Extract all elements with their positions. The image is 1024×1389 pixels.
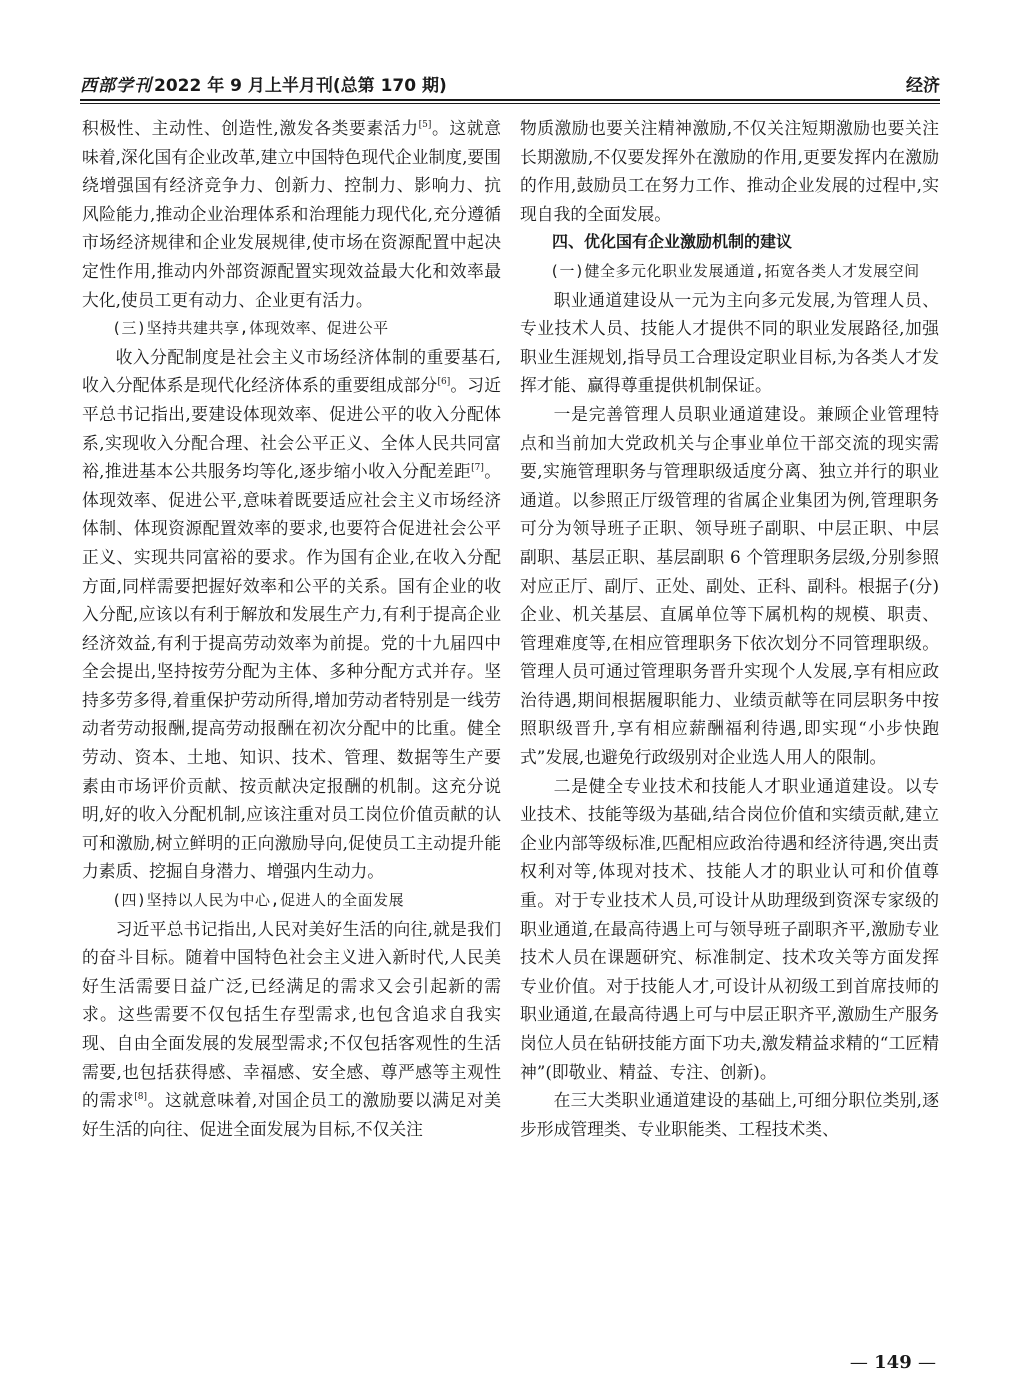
paragraph-text: 。这就意味着,对国企员工的激励要以满足对美好生活的向往、促进全面发展为目标,不仅关注	[82, 1090, 501, 1139]
header-rule-thin	[80, 103, 940, 104]
paragraph	[82, 343, 501, 886]
right-column	[520, 114, 939, 1143]
paragraph-text: 。这就意味着,深化国有企业改革,建立中国特色现代企业制度,要围绕增强国有经济竞争力、创新力、控制力、影响力、抗风险能力,推动企业治理体系和治理能力现代化,充分遵循市场经济规律和企业发展规律,使市场在资源配置中起决定性作用,推动内外部资源配置实现效益最大化和效率最大化,使员工更有动力、企业更有活力。	[82, 118, 501, 310]
paragraph: 在三大类职业通道建设的基础上,可细分职位类别,逐步形成管理类、专业职能类、工程技术类、	[520, 1090, 939, 1139]
subsection-heading: (三)坚持共建共享,体现效率、促进公平	[112, 319, 389, 338]
paragraph	[82, 915, 501, 1144]
paragraph: 一是完善管理人员职业通道建设。兼顾企业管理特点和当前加大党政机关与企事业单位干部交流的现实需要,实施管理职务与管理职级适度分离、独立并行的职业通道。以参照正厅级管理的省属企业集团为例,管理职务可分为领导班子正职、领导班子副职、中层正职、中层副职、基层正职、基层副职 6 个管理职务层级,分别参照对应正厅、副厅、正处、副处、正科、副科。根据子(分)企业、机关基层、直属单位等下属机构的规模、职责、管理难度等,在相应管理职务下依次划分不同管理职级。管理人员可通过管理职务晋升实现个人发展,享有相应政治待遇,期间根据履职能力、业绩贡献等在同层职务中按照职级晋升,享有相应薪酬福利待遇,即实现“小步快跑式”发展,也避免行政级别对企业选人用人的限制。	[520, 403, 939, 768]
footer-dash: —	[849, 1352, 868, 1373]
citation: [7]	[471, 463, 484, 474]
citation: [5]	[418, 120, 432, 130]
paragraph: 物质激励也要关注精神激励,不仅关注短期激励也要关注长期激励,不仅要发挥外在激励的作用,更要发挥内在激励的作用,鼓励员工在努力工作、推动企业发展的过程中,实现自我的全面发展。	[520, 118, 939, 224]
left-column	[82, 114, 501, 1143]
subsection-heading: (一)健全多元化职业发展通道,拓宽各类人才发展空间	[550, 261, 920, 280]
paragraph: 二是健全专业技术和技能人才职业通道建设。以专业技术、技能等级为基础,结合岗位价值和实绩贡献,建立企业内部等级标准,匹配相应政治待遇和经济待遇,突出责权利对等,体现对技术、技能人才的职业认可和价值尊重。对于专业技术人员,可设计从助理级到资深专家级的职业通道,在最高待遇上可与领导班子副职齐平,激励专业技术人员在课题研究、标准制定、技术攻关等方面发挥专业价值。对于技能人才,可设计从初级工到首席技师的职业通道,在最高待遇上可与中层正职齐平,激励生产服务岗位人员在钻研技能方面下功夫,激发精益求精的“工匠精神”(即敬业、精益、专注、创新)。	[520, 775, 939, 1082]
page-footer	[850, 1352, 936, 1373]
section-label: 经济	[906, 76, 940, 96]
footer-dash: —	[918, 1352, 936, 1373]
paragraph	[82, 114, 501, 314]
paragraph-text: 习近平总书记指出,人民对美好生活的向往,就是我们的奋斗目标。随着中国特色社会主义进入新时代,人民美好生活需要日益广泛,已经满足的需求又会引起新的需求。这些需要不仅包括生存型需求,也包含追求自我实现、自由全面发展的发展型需求;不仅包括客观性的生活需要,也包括获得感、幸福感、安全感、尊严感等主观性的需求	[82, 918, 501, 1111]
journal-name: 西部学刊	[80, 76, 152, 96]
citation: [6]	[437, 377, 451, 388]
paragraph-text: 。体现效率、促进公平,意味着既要适应社会主义市场经济体制、体现资源配置效率的要求,也要符合促进社会公平正义、实现共同富裕的要求。作为国有企业,在收入分配方面,同样需要把握好效率和公平的关系。国有企业的收入分配,应该以有利于解放和发展生产力,有利于提高企业经济效益,有利于提高劳动效率为前提。党的十九届四中全会提出,坚持按劳分配为主体、多种分配方式并存。坚持多劳多得,着重保护劳动所得,增加劳动者特别是一线劳动者劳动报酬,提高劳动报酬在初次分配中的比重。健全劳动、资本、土地、知识、技术、管理、数据等生产要素由市场评价贡献、按贡献决定报酬的机制。这充分说明,好的收入分配机制,应该注重对员工岗位价值贡献的认可和激励,树立鲜明的正向激励导向,促使员工主动提升能力素质、挖掘自身潜力、增强内生动力。	[82, 461, 501, 882]
section-heading: 四、优化国有企业激励机制的建议	[552, 232, 793, 252]
journal-issue: 2022 年 9 月上半月刊(总第 170 期)	[154, 76, 447, 96]
paragraph-text: 收入分配制度是社会主义市场经济体制的重要基石,收入分配体系是现代化经济体系的重要组成部分	[82, 346, 501, 396]
header-journal-info	[80, 71, 447, 96]
page-number: 149	[874, 1352, 912, 1373]
subsection-heading: (四)坚持以人民为中心,促进人的全面发展	[112, 891, 405, 910]
paragraph-text: 。习近平总书记指出,要建设体现效率、促进公平的收入分配体系,实现收入分配合理、社会公平正义、全体人民共同富裕,推进基本公共服务均等化,逐步缩小收入分配差距	[82, 375, 501, 482]
citation: [8]	[134, 1092, 147, 1103]
paragraph-text: 积极性、主动性、创造性,激发各类要素活力	[82, 118, 419, 138]
page-header	[80, 66, 940, 104]
header-rule-thick	[80, 99, 940, 101]
paragraph: 职业通道建设从一元为主向多元发展,为管理人员、专业技术人员、技能人才提供不同的职业发展路径,加强职业生涯规划,指导员工合理设定职业目标,为各类人才发挥才能、赢得尊重提供机制保证。	[520, 289, 939, 396]
